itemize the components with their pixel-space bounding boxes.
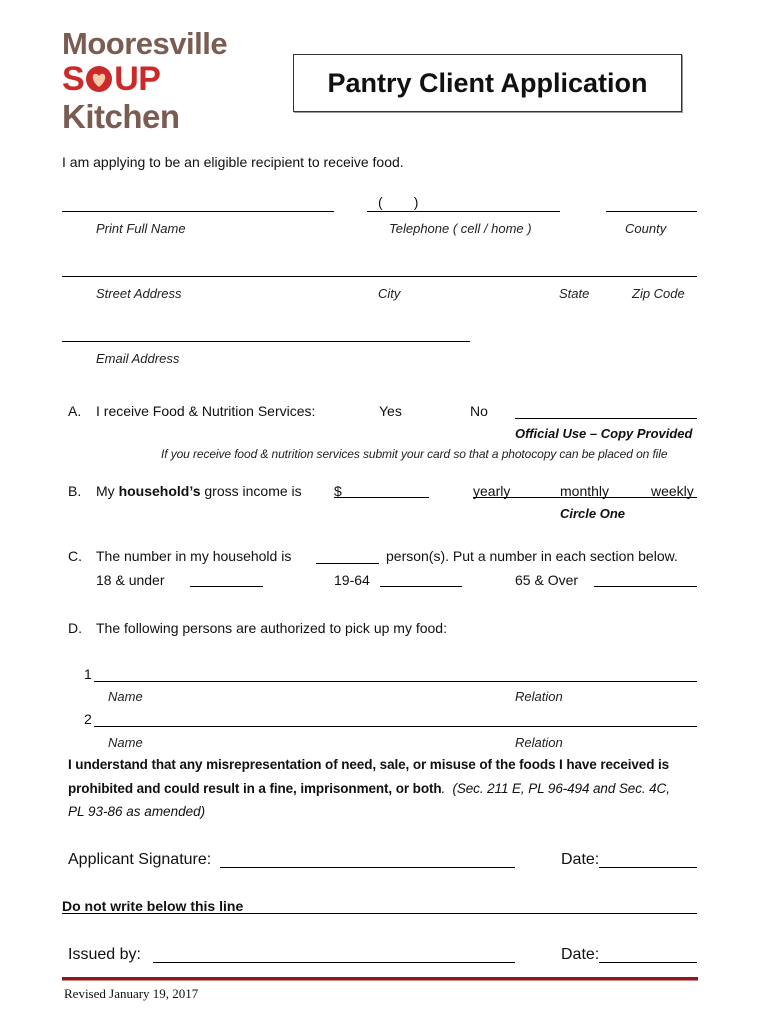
full-name-field[interactable] bbox=[62, 211, 334, 212]
applicant-signature-label: Applicant Signature: bbox=[68, 851, 212, 868]
section-b-letter: B. bbox=[68, 483, 82, 499]
statement-line-2 bbox=[68, 781, 670, 796]
yes-option[interactable]: Yes bbox=[379, 403, 402, 419]
fns-note: If you receive food & nutrition services submit your card so that a photocopy can be placed on file bbox=[161, 447, 668, 461]
name-label-2: Name bbox=[108, 735, 143, 750]
logo-line-3: Kitchen bbox=[62, 98, 180, 135]
street-label: Street Address bbox=[96, 286, 182, 301]
telephone-field[interactable] bbox=[367, 211, 560, 212]
income-field[interactable] bbox=[334, 497, 429, 498]
monthly-option[interactable]: monthly bbox=[560, 483, 610, 499]
telephone-label: Telephone ( cell / home ) bbox=[389, 221, 532, 236]
city-label: City bbox=[378, 286, 401, 301]
statement-citation: . (Sec. 211 E, PL 96-494 and Sec. 4C, bbox=[441, 781, 670, 796]
section-b-bold: household’s bbox=[118, 483, 201, 499]
statement-line-1: I understand that any misrepresentation of need, sale, or misuse of the foods I have received is bbox=[68, 757, 670, 772]
issued-by-label: Issued by: bbox=[68, 946, 141, 963]
under-18-label: 18 & under bbox=[96, 572, 165, 588]
do-not-write-line bbox=[62, 913, 697, 914]
section-d-text: The following persons are authorized to pick up my food: bbox=[96, 620, 447, 636]
section-c-text-post: person(s). Put a number in each section below. bbox=[386, 548, 678, 564]
county-label: County bbox=[625, 221, 667, 236]
under-18-field[interactable] bbox=[190, 586, 263, 587]
applicant-signature-field[interactable] bbox=[220, 867, 515, 868]
date-field-1[interactable] bbox=[599, 867, 697, 868]
issued-by-field[interactable] bbox=[153, 962, 515, 963]
county-field[interactable] bbox=[606, 211, 697, 212]
age-19-64-field[interactable] bbox=[380, 586, 462, 587]
intro-text: I am applying to be an eligible recipient to receive food. bbox=[62, 154, 404, 170]
logo-up: UP bbox=[114, 60, 161, 98]
relation-label-1: Relation bbox=[515, 689, 563, 704]
heart-icon bbox=[84, 64, 114, 94]
authorized-row-1-number: 1 bbox=[84, 666, 92, 682]
no-option[interactable]: No bbox=[470, 403, 488, 419]
age-19-64-label: 19-64 bbox=[334, 572, 370, 588]
yearly-option[interactable]: yearly bbox=[473, 483, 511, 499]
logo-line-1: Mooresville bbox=[62, 26, 228, 61]
over-65-field[interactable] bbox=[594, 586, 697, 587]
period-underline bbox=[473, 497, 697, 498]
section-d-letter: D. bbox=[68, 620, 82, 636]
section-b-post: gross income is bbox=[200, 483, 302, 499]
official-use-label: Official Use – Copy Provided bbox=[515, 426, 693, 441]
page-title: Pantry Client Application bbox=[327, 68, 648, 98]
email-label: Email Address bbox=[96, 351, 180, 366]
over-65-label: 65 & Over bbox=[515, 572, 579, 588]
circle-one-label: Circle One bbox=[560, 506, 626, 521]
logo-s: S bbox=[62, 60, 85, 98]
footer-bar bbox=[62, 977, 698, 980]
section-c-text-pre: The number in my household is bbox=[96, 548, 292, 564]
statement-bold: prohibited and could result in a fine, imprisonment, or both bbox=[68, 781, 442, 796]
date-label-1: Date: bbox=[561, 851, 600, 868]
section-c-letter: C. bbox=[68, 548, 82, 564]
statement-line-3: PL 93-86 as amended) bbox=[68, 804, 206, 819]
section-a-letter: A. bbox=[68, 403, 82, 419]
logo bbox=[62, 26, 228, 136]
dollar-sign: $ bbox=[334, 483, 342, 499]
date-field-2[interactable] bbox=[599, 962, 697, 963]
address-field[interactable] bbox=[62, 276, 697, 277]
authorized-person-2-field[interactable] bbox=[94, 726, 697, 727]
email-field[interactable] bbox=[62, 341, 470, 342]
relation-label-2: Relation bbox=[515, 735, 563, 750]
revised-date: Revised January 19, 2017 bbox=[64, 986, 199, 1001]
date-label-2: Date: bbox=[561, 946, 600, 963]
official-use-field[interactable] bbox=[515, 418, 697, 419]
zip-label: Zip Code bbox=[632, 286, 685, 301]
name-label-1: Name bbox=[108, 689, 143, 704]
section-b-text bbox=[96, 483, 302, 500]
weekly-option[interactable]: weekly bbox=[651, 483, 694, 499]
state-label: State bbox=[559, 286, 590, 301]
authorized-row-2-number: 2 bbox=[84, 711, 92, 727]
section-a-text: I receive Food & Nutrition Services: bbox=[96, 403, 316, 419]
logo-line-2 bbox=[62, 60, 160, 99]
title-box bbox=[293, 54, 682, 112]
full-name-label: Print Full Name bbox=[96, 221, 186, 236]
household-count-field[interactable] bbox=[316, 563, 379, 564]
phone-parens: ( ) bbox=[378, 194, 419, 210]
section-b-pre: My bbox=[96, 483, 119, 499]
authorized-person-1-field[interactable] bbox=[94, 681, 697, 682]
do-not-write-label: Do not write below this line bbox=[62, 898, 244, 914]
